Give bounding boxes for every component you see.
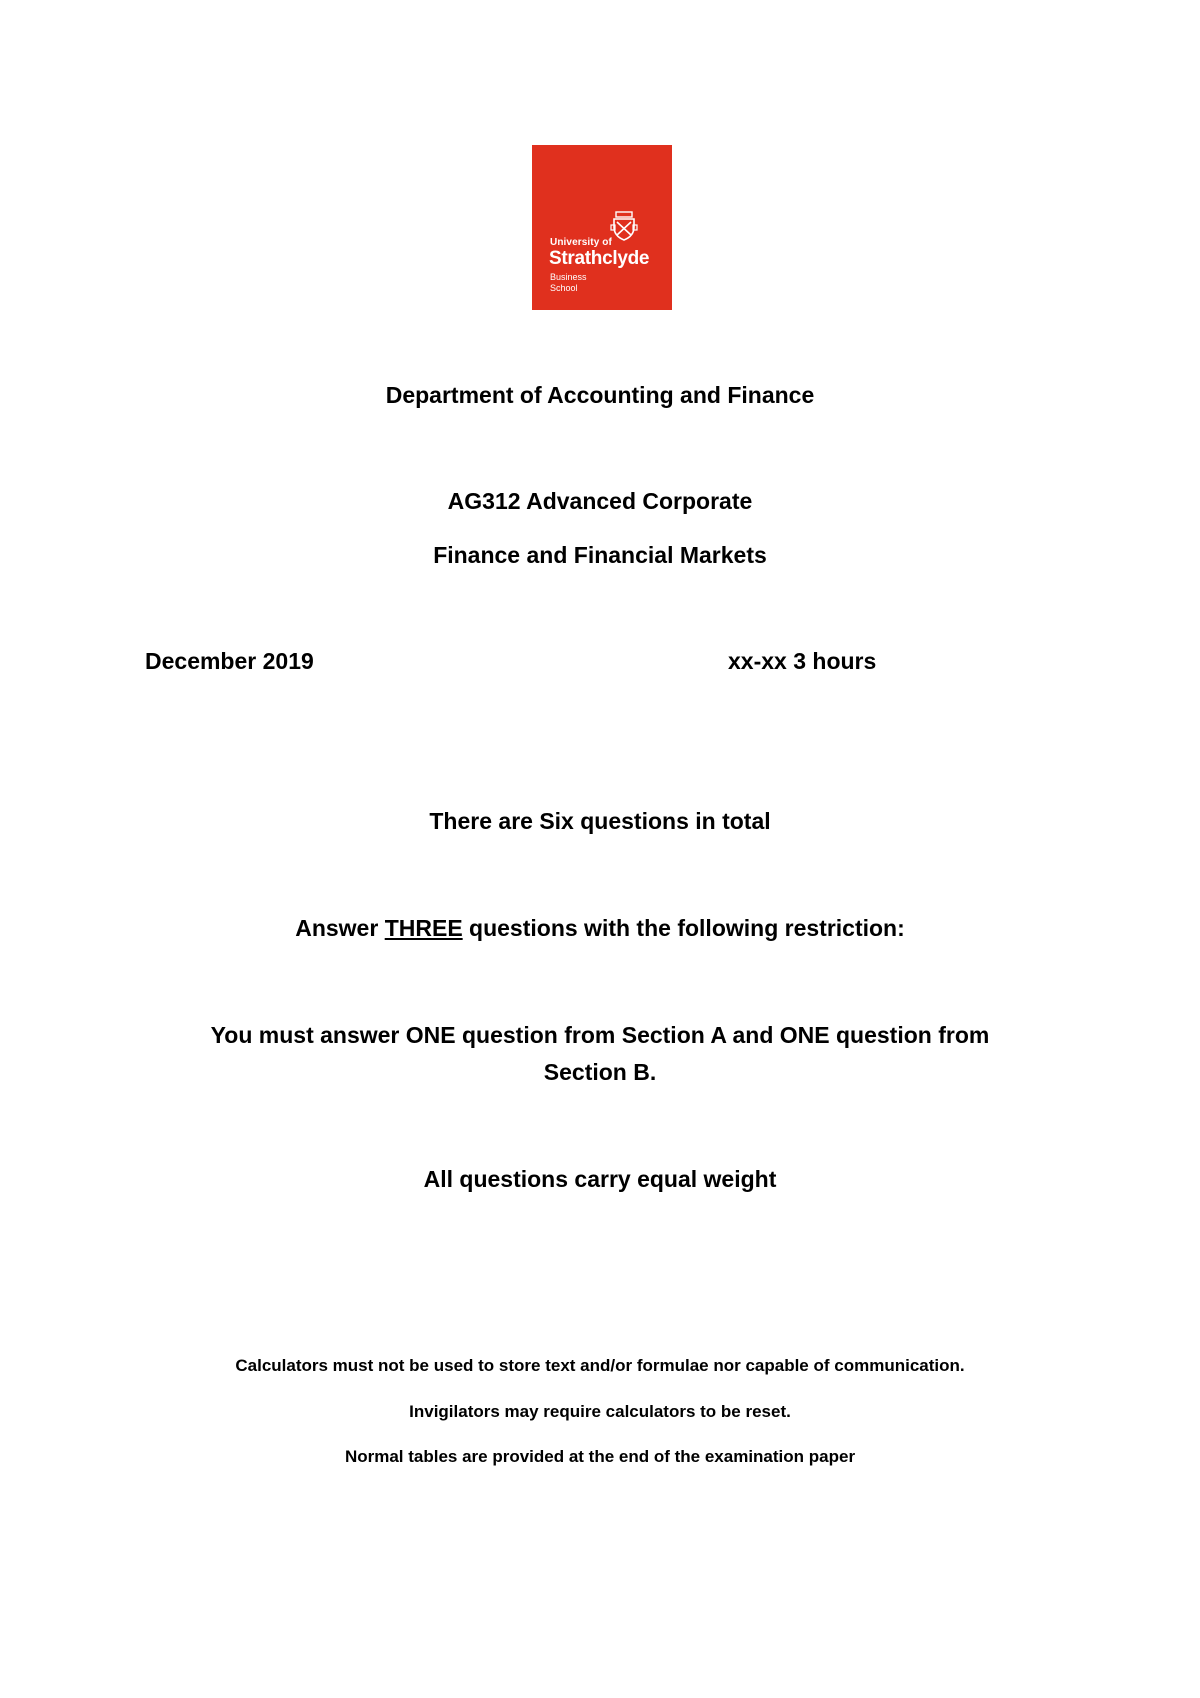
invigilator-note: Invigilators may require calculators to be reset. — [409, 1402, 791, 1421]
university-crest-icon — [610, 211, 638, 241]
university-logo — [532, 145, 672, 310]
department-title: Department of Accounting and Finance — [385, 382, 815, 408]
exam-time: xx-xx 3 hours — [728, 648, 877, 674]
restriction-line2: Section B. — [543, 1059, 657, 1085]
logo-text-school: School — [550, 283, 578, 293]
weight-note: All questions carry equal weight — [423, 1166, 777, 1192]
exam-date: December 2019 — [145, 648, 314, 674]
tables-note: Normal tables are provided at the end of the examination paper — [344, 1447, 856, 1466]
course-title-line1: AG312 Advanced Corporate — [447, 488, 753, 514]
logo-text-university-of: University of — [550, 237, 612, 248]
course-title-line2: Finance and Financial Markets — [433, 542, 767, 568]
answer-suffix: questions with the following restriction: — [462, 915, 905, 941]
logo-text-business: Business — [550, 272, 587, 282]
answer-emphasis: THREE — [384, 915, 463, 941]
logo-text-strathclyde: Strathclyde — [549, 248, 650, 269]
answer-instruction — [0, 915, 1200, 942]
calculator-note: Calculators must not be used to store text and/or formulae nor capable of communication. — [235, 1356, 965, 1375]
restriction-line1: You must answer ONE question from Section A and ONE question from — [210, 1022, 990, 1048]
answer-prefix: Answer — [295, 915, 385, 941]
total-questions-text: There are Six questions in total — [429, 808, 771, 834]
